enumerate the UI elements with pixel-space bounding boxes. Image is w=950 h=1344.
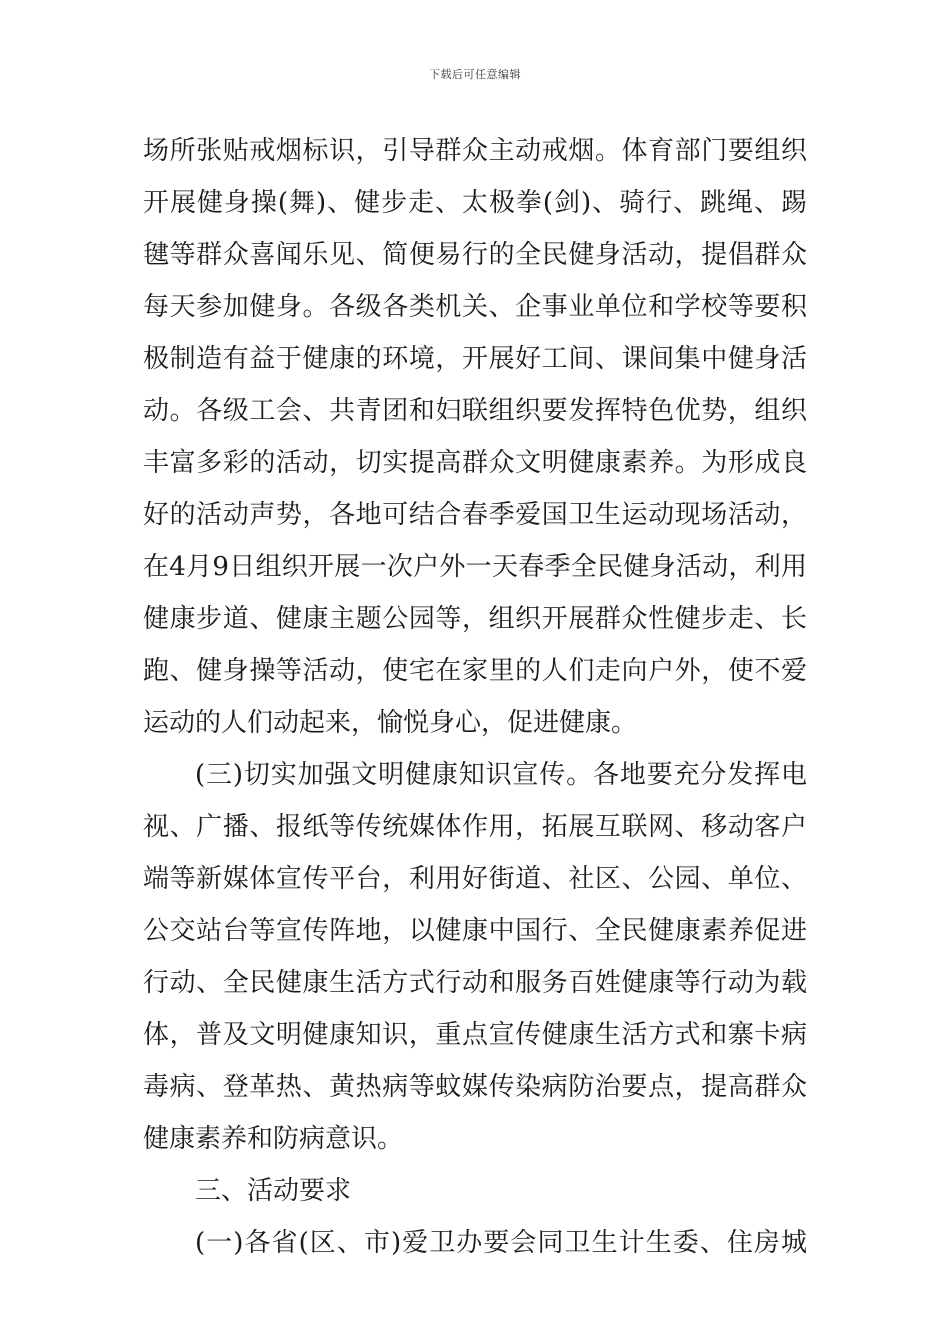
- text-line: 视、广播、报纸等传统媒体作用，拓展互联网、移动客户: [143, 812, 807, 842]
- text-line: 毒病、登革热、黄热病等蚊媒传染病防治要点，提高群众: [143, 1072, 807, 1102]
- text-line: 行动、全民健康生活方式行动和服务百姓健康等行动为载: [143, 968, 807, 998]
- subsection-heading-line: (一)各省(区、市)爱卫办要会同卫生计生委、住房城: [195, 1228, 807, 1258]
- text-line: 公交站台等宣传阵地，以健康中国行、全民健康素养促进: [143, 916, 807, 946]
- paragraph-end-line: 运动的人们动起来，愉悦身心，促进健康。: [143, 708, 638, 738]
- text-line: 动。各级工会、共青团和妇联组织要发挥特色优势，组织: [143, 396, 807, 426]
- text-line: 健康步道、健康主题公园等，组织开展群众性健步走、长: [143, 604, 807, 634]
- text-line: 每天参加健身。各级各类机关、企事业单位和学校等要积: [143, 292, 807, 322]
- text-line: 毽等群众喜闻乐见、简便易行的全民健身活动，提倡群众: [143, 240, 807, 270]
- text-line: 端等新媒体宣传平台，利用好街道、社区、公园、单位、: [143, 864, 807, 894]
- text-line: 体，普及文明健康知识，重点宣传健康生活方式和寨卡病: [143, 1020, 807, 1050]
- text-line: 场所张贴戒烟标识，引导群众主动戒烟。体育部门要组织: [143, 136, 807, 166]
- text-line: 极制造有益于健康的环境，开展好工间、课间集中健身活: [143, 344, 807, 374]
- text-line: 丰富多彩的活动，切实提高群众文明健康素养。为形成良: [143, 448, 807, 478]
- text-line: 好的活动声势，各地可结合春季爱国卫生运动现场活动，: [143, 500, 807, 530]
- section-heading: 三、活动要求: [195, 1176, 352, 1206]
- page-header: 下载后可任意编辑: [429, 68, 521, 81]
- text-line: 在4月9日组织开展一次户外一天春季全民健身活动，利用: [143, 552, 807, 582]
- section-three-heading-line: (三)切实加强文明健康知识宣传。各地要充分发挥电: [195, 760, 807, 790]
- paragraph-end-line: 健康素养和防病意识。: [143, 1124, 404, 1154]
- text-line: 开展健身操(舞)、健步走、太极拳(剑)、骑行、跳绳、踢: [143, 188, 807, 218]
- document-body: [143, 125, 807, 1269]
- text-line: 跑、健身操等活动，使宅在家里的人们走向户外，使不爱: [143, 656, 807, 686]
